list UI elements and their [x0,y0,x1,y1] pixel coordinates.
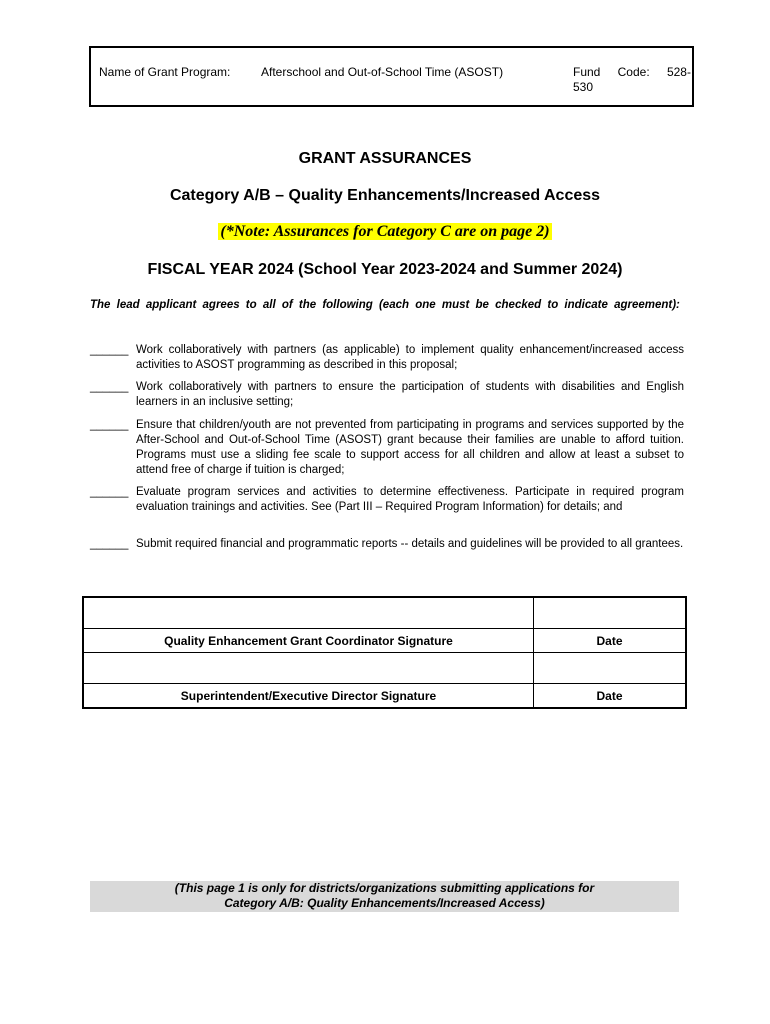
fund-code-value-1: 528- [666,65,691,79]
superintendent-date-field[interactable] [534,653,687,684]
checkmark-blank[interactable]: ______ [90,344,129,356]
fund-code-label-2: Code: [617,65,650,79]
coordinator-signature-field[interactable] [83,597,534,629]
coordinator-date-field[interactable] [534,597,687,629]
assurance-text: Work collaboratively with partners to ensure the participation of students with disabilities and English learners in an inclusive setting; [136,381,684,408]
program-name-value: Afterschool and Out-of-School Time (ASOST) [261,65,504,79]
category-c-note [0,223,770,241]
checkmark-blank[interactable]: ______ [90,419,129,431]
grant-program-header-box [89,46,694,107]
assurance-text: Ensure that children/youth are not prevented from participating in programs and services supported by the After-School and Out-of-School Time (ASOST) grant because their families are unable to afford tuition. Programs must use a sliding fee scale to support access for all children and allow at least a subset to attend free of charge if tuition is charged; [136,419,684,476]
page-title: GRANT ASSURANCES [298,150,472,167]
coordinator-date-label: Date [534,629,687,653]
fund-code-value-2: 530 [573,80,594,94]
fund-code [573,65,691,95]
assurance-item [90,380,684,410]
coordinator-signature-label: Quality Enhancement Grant Coordinator Signature [83,629,534,653]
note-highlight: (*Note: Assurances for Category C are on page 2) [220,223,550,240]
assurance-item [90,537,684,552]
fiscal-year-heading: FISCAL YEAR 2024 (School Year 2023-2024 and Summer 2024) [147,261,623,278]
signature-table [82,596,687,709]
assurance-item [90,343,684,373]
assurance-text: Work collaboratively with partners (as applicable) to implement quality enhancement/increased access activities to ASOST programming as described in this proposal; [136,344,684,371]
superintendent-signature-field[interactable] [83,653,534,684]
assurance-text: Submit required financial and programmatic reports -- details and guidelines will be provided to all grantees. [136,538,684,550]
assurance-item [90,418,684,478]
footer-line-2: Category A/B: Quality Enhancements/Increased Access) [224,896,545,910]
checkmark-blank[interactable]: ______ [90,381,129,393]
assurance-item [90,485,684,515]
fund-code-label-1: Fund [573,65,601,79]
superintendent-date-label: Date [534,684,687,709]
superintendent-signature-label: Superintendent/Executive Director Signature [83,684,534,709]
checkmark-blank[interactable]: ______ [90,538,129,550]
program-name-label: Name of Grant Program: [99,65,231,79]
page-scope-footer [90,881,679,912]
checkmark-blank[interactable]: ______ [90,486,129,498]
assurance-text: Evaluate program services and activities to determine effectiveness. Participate in required program evaluation trainings and activities. See (Part III – Required Program Information) for details; and [136,486,684,513]
footer-line-1: (This page 1 is only for districts/organizations submitting applications for [174,881,595,895]
intro-paragraph: The lead applicant agrees to all of the following (each one must be checked to indicate agreement): [90,299,680,311]
category-heading: Category A/B – Quality Enhancements/Increased Access [169,187,601,204]
